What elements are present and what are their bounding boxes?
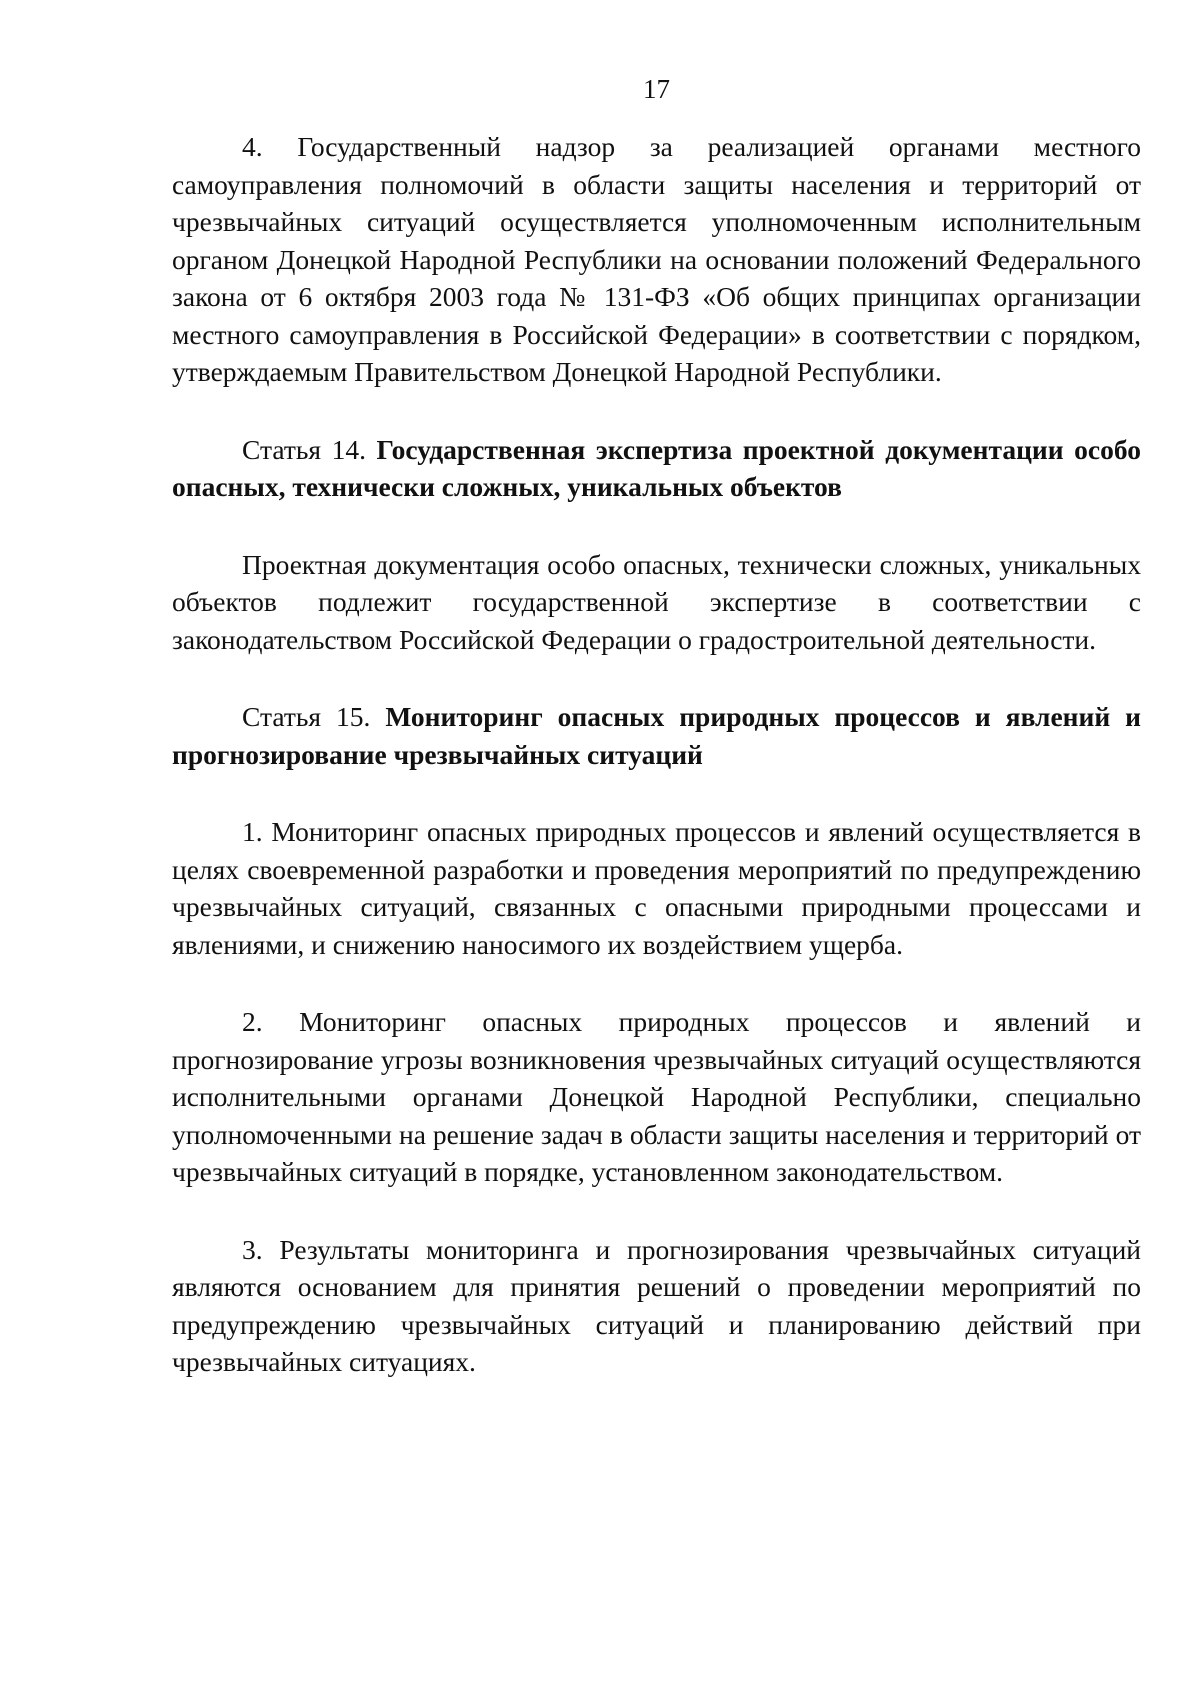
paragraph-article15-item1: 1. Мониторинг опасных природных процессов и явлений осуществляется в целях своевременной разработки и проведения мероприятий по предупреждению чрезвычайных ситуаций, связанных с опасными природными процессами и явлениями, и снижению наносимого их воздействием ущерба. (172, 816, 1141, 960)
article14-title: Государственная экспертиза проектной документации особо опасных, технически сложных, уникальных объектов (172, 433, 1142, 502)
article14-label: Статья 14. (242, 433, 366, 465)
paragraph-article15-item3: 3. Результаты мониторинга и прогнозирования чрезвычайных ситуаций являются основанием для принятия решений о проведении мероприятий по предупреждению чрезвычайных ситуаций и планированию действий при чрезвычайных ситуациях. (172, 1233, 1141, 1377)
paragraph-article15-item2: 2. Мониторинг опасных природных процессов и явлений и прогнозирование угрозы возникновения чрезвычайных ситуаций осуществляются исполнительными органами Донецкой Народной Республики, специально уполномоченными на решение задач в области защиты населения и территорий от чрезвычайных ситуаций в порядке, установленном законодательством. (172, 1006, 1141, 1187)
paragraph-article13-item4: 4. Государственный надзор за реализацией органами местного самоуправления полномочий в области защиты населения и территорий от чрезвычайных ситуаций осуществляется уполномоченным исполнительным органом Донецкой Народной Республики на основании положений Федерального закона от 6 октября 2003 года № 131-ФЗ «Об общих принципах организации местного самоуправления в Российской Федерации» в соответствии с порядком, утверждаемым Правительством Донецкой Народной Республики. (172, 131, 1141, 387)
document-body (172, 128, 1141, 1381)
article14-heading (172, 431, 1141, 506)
paragraph-article14-body: Проектная документация особо опасных, технически сложных, уникальных объектов подлежит государственной экспертизе в соответствии с законодательством Российской Федерации о градостроительной деятельности. (172, 548, 1141, 655)
article15-heading (172, 698, 1141, 773)
article15-label: Статья 15. (242, 701, 371, 732)
article15-title: Мониторинг опасных природных процессов и явлений и прогнозирование чрезвычайных ситуаций (172, 701, 1142, 770)
page-number: 17 (643, 74, 670, 104)
